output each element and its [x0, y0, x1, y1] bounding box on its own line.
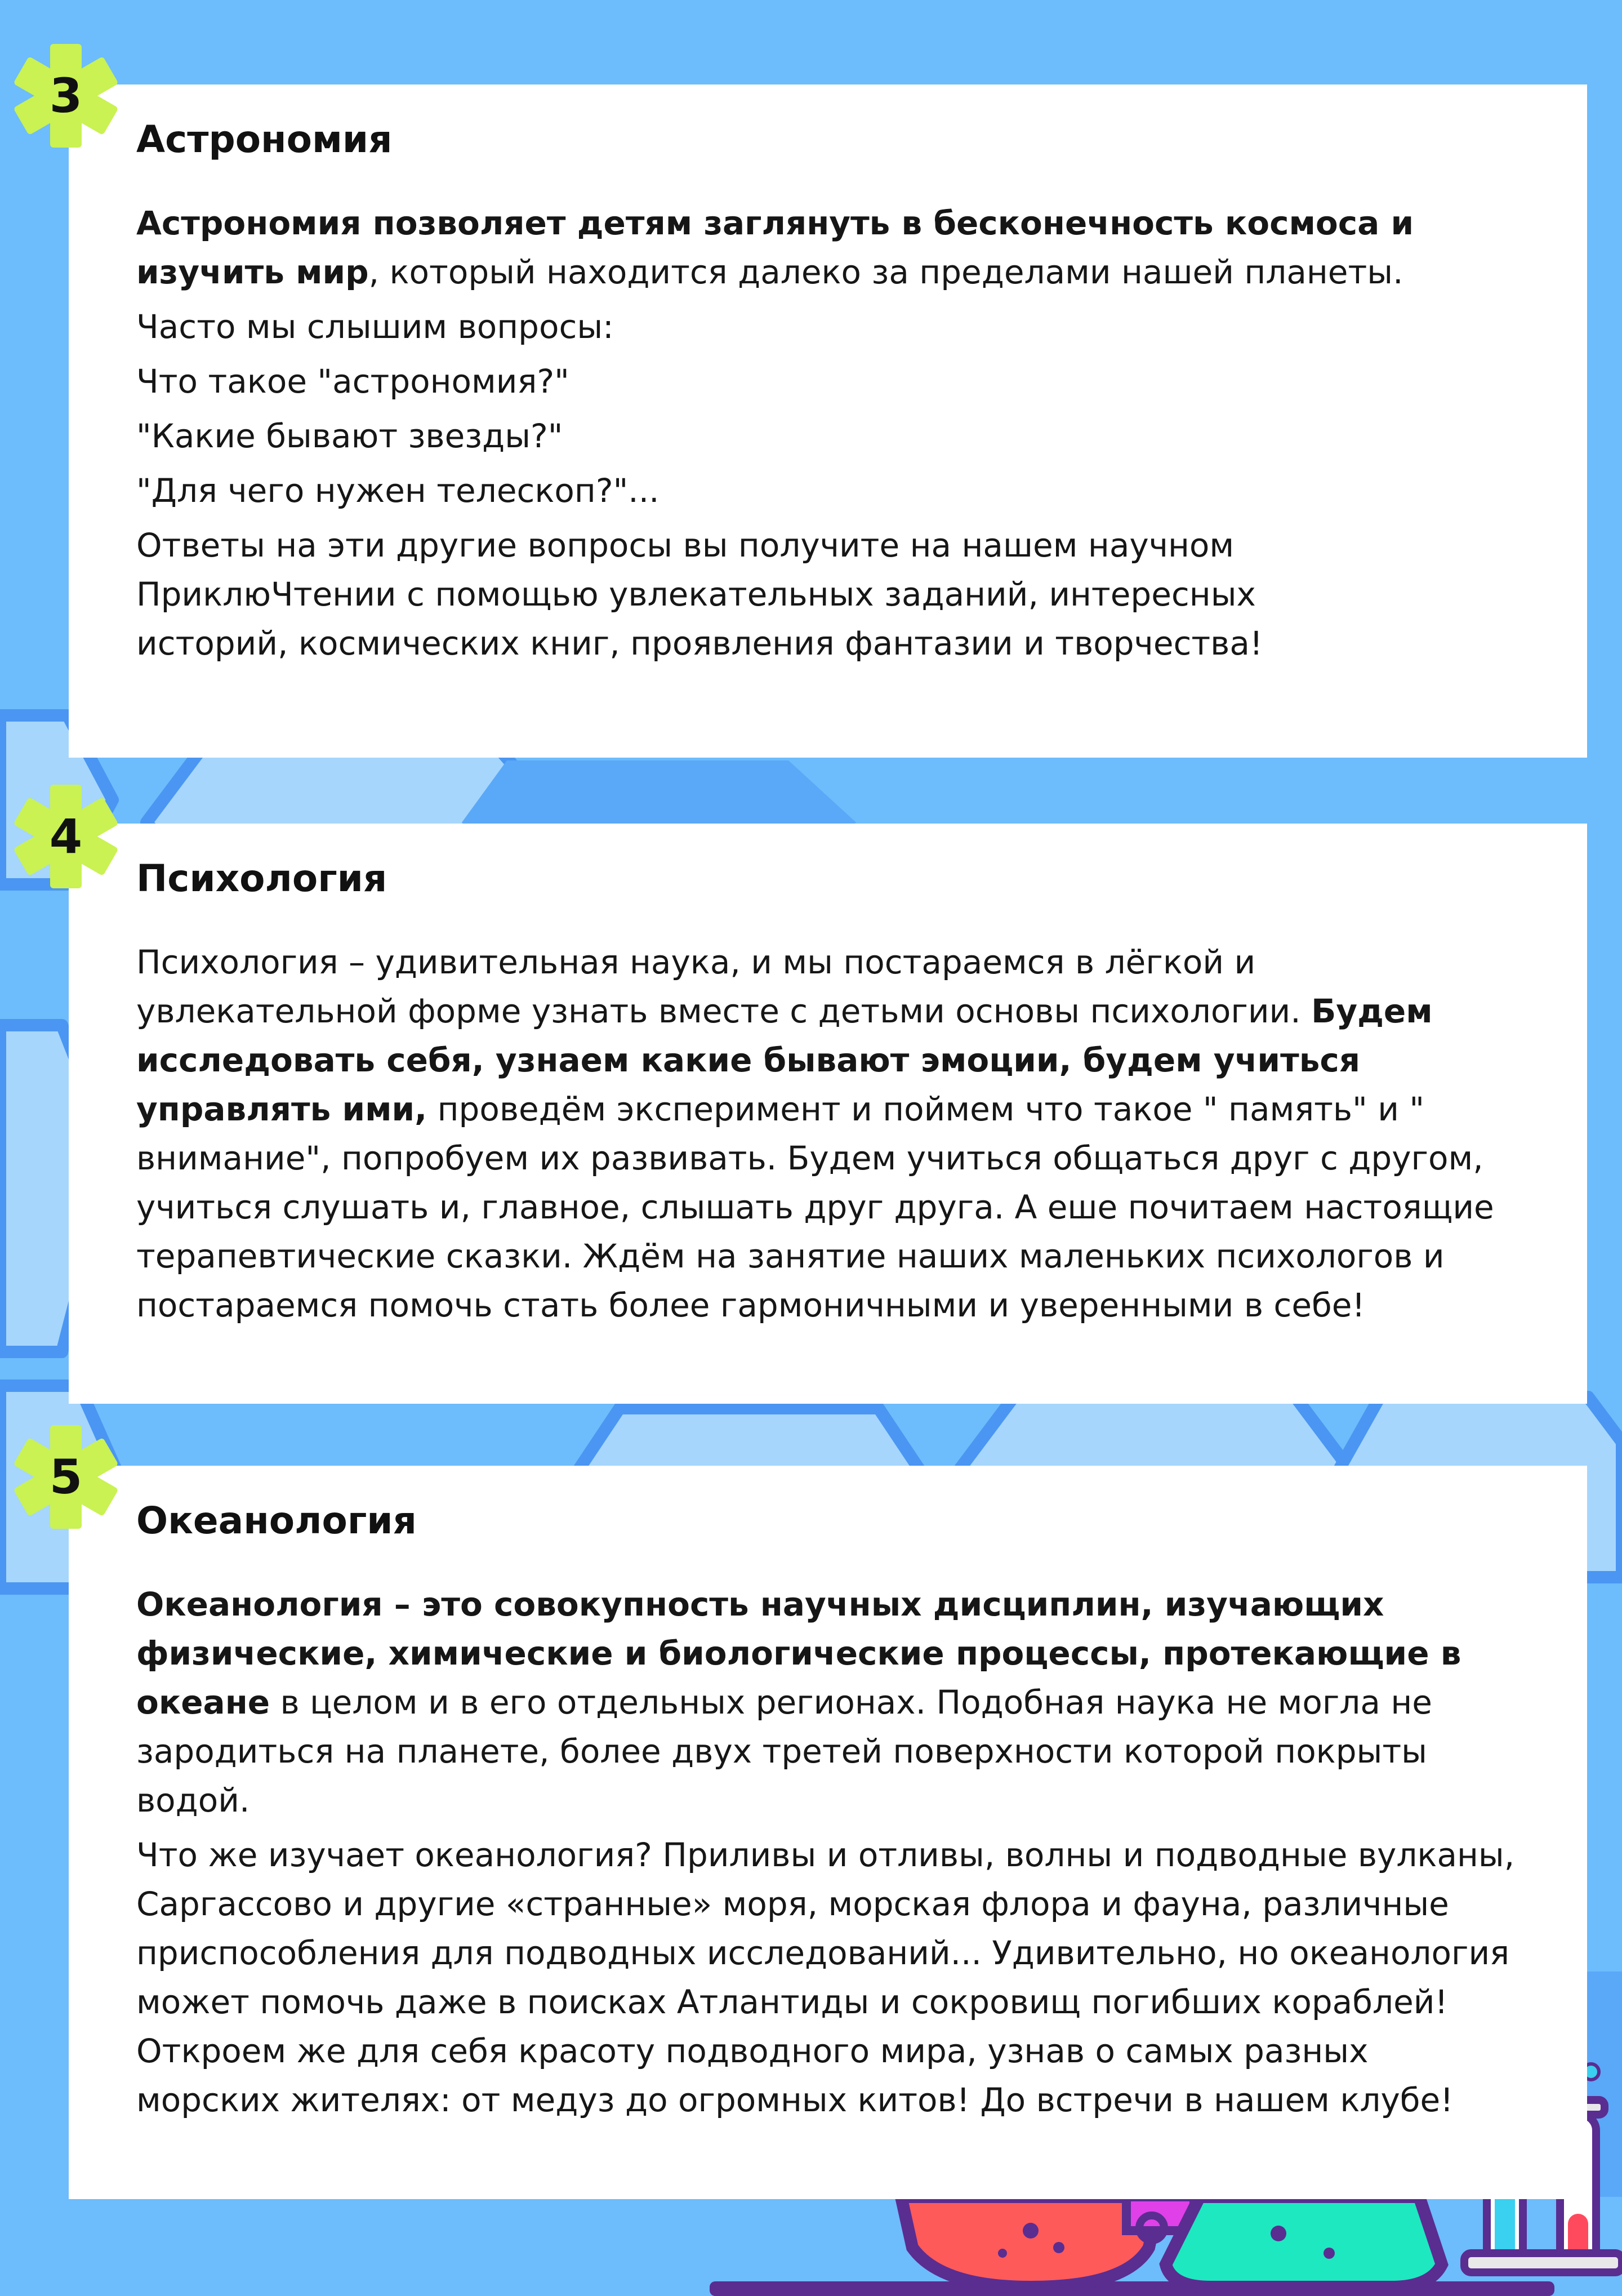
section-astronomy-card: [69, 84, 1587, 758]
section-psychology-card: [69, 824, 1587, 1404]
section-paragraph: Что же изучает океанология? Приливы и отливы, волны и подводные вулканы, Саргассово и другие «странные» моря, морская флора и фауна, различные приспособления для подводных исследований... Удивительно, но океанология может помочь даже в поисках Атлантиды и сокровищ погибших кораблей! Откроем же для себя красоту подводного мира, узнав о самых разных морских жителях: от медуз до огромных китов! До встречи в нашем клубе!: [136, 1836, 1515, 2120]
section-number-badge: [10, 1421, 122, 1533]
section-number-badge: [10, 780, 122, 893]
section-number-badge: [10, 39, 122, 152]
section-title: Океанология: [136, 1499, 417, 1542]
section-oceanology-card: [69, 1466, 1587, 2199]
section-number: 3: [49, 68, 83, 123]
section-title: Астрономия: [136, 118, 393, 161]
section-paragraph: Астрономия позволяет детям заглянуть в бесконечность космоса и изучить мир, который находится далеко за пределами нашей планеты.: [136, 204, 1414, 292]
section-paragraph: Океанология – это совокупность научных дисциплин, изучающих физические, химические и биологические процессы, протекающие в океане в целом и в его отдельных регионах. Подобная наука не могла не зародиться на планете, более двух третей поверхности которой покрыты водой.: [136, 1585, 1461, 1820]
section-number: 4: [49, 809, 83, 864]
section-number: 5: [49, 1449, 83, 1505]
section-paragraph: Ответы на эти другие вопросы вы получите на нашем научном ПриклюЧтении с помощью увлекательных заданий, интересных историй, космических книг, проявления фантазии и творчества!: [136, 526, 1263, 663]
section-paragraph: "Какие бывают звезды?": [136, 417, 563, 456]
section-paragraph: "Для чего нужен телескоп?"...: [136, 471, 660, 510]
section-paragraph: Психология – удивительная наука, и мы постараемся в лёгкой и увлекательной форме узнать вместе с детьми основы психологии. Будем исследовать себя, узнаем какие бывают эмоции, будем учиться управлять ими, проведём эксперимент и поймем что такое " память" и " внимание", попробуем их развивать. Будем учиться общаться друг с другом, учиться слушать и, главное, слышать друг друга. А еше почитаем настоящие терапевтические сказки. Ждём на занятие наших маленьких психологов и постараемся помочь стать более гармоничными и уверенными в себе!: [136, 943, 1494, 1325]
section-paragraph: Часто мы слышим вопросы:: [136, 308, 614, 346]
section-paragraph: Что такое "астрономия?": [136, 362, 569, 401]
section-title: Психология: [136, 857, 387, 900]
